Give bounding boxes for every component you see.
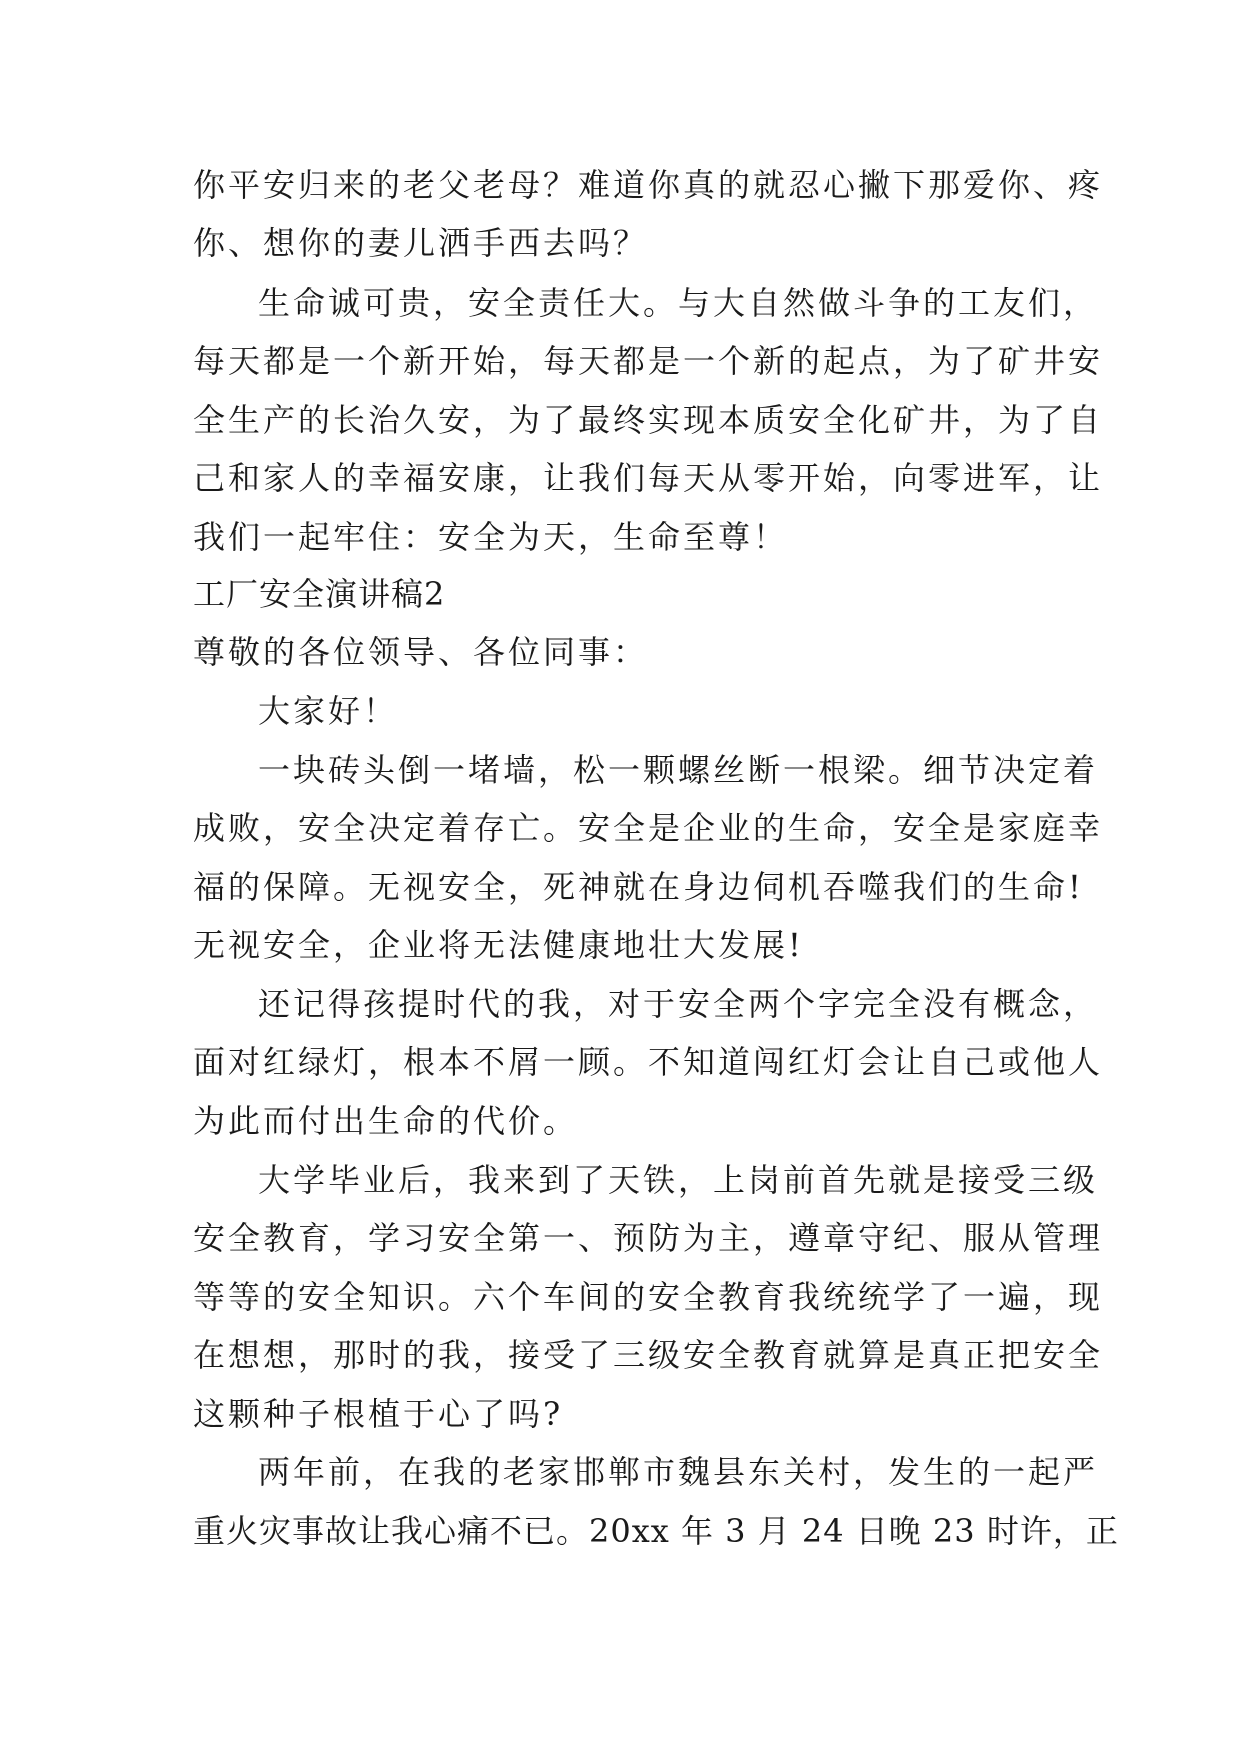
greeting: 大家好！ [258, 692, 399, 730]
text-line: 你平安归来的老父老母？难道你真的就忍心撇下那爱你、疼 [193, 166, 1104, 204]
text-line: 无视安全，企业将无法健康地壮大发展! [193, 926, 804, 964]
section-title: 工厂安全演讲稿2 [193, 575, 446, 613]
paragraph-start-line: 大学毕业后，我来到了天铁，上岗前首先就是接受三级 [258, 1161, 1099, 1199]
text-line: 等等的安全知识。六个车间的安全教育我统统学了一遍，现 [193, 1278, 1104, 1316]
paragraph-start-line: 生命诚可贵，安全责任大。与大自然做斗争的工友们， [258, 284, 1099, 322]
text-line: 成败，安全决定着存亡。安全是企业的生命，安全是家庭幸 [193, 809, 1104, 847]
text-line: 在想想，那时的我，接受了三级安全教育就算是真正把安全 [193, 1336, 1104, 1374]
text-line: 这颗种子根植于心了吗? [193, 1395, 564, 1433]
paragraph-start-line: 还记得孩提时代的我，对于安全两个字完全没有概念， [258, 985, 1099, 1023]
text-line: 你、想你的妻儿洒手西去吗？ [193, 224, 649, 262]
text-line: 我们一起牢住：安全为天，生命至尊！ [193, 518, 789, 556]
text-line: 全生产的长治久安，为了最终实现本质安全化矿井，为了自 [193, 401, 1104, 439]
text-line: 福的保障。无视安全，死神就在身边伺机吞噬我们的生命! [193, 868, 1084, 906]
text-line: 己和家人的幸福安康，让我们每天从零开始，向零进军，让 [193, 459, 1104, 497]
text-line: 每天都是一个新开始，每天都是一个新的起点，为了矿井安 [193, 342, 1104, 380]
paragraph-start-line: 一块砖头倒一堵墙，松一颗螺丝断一根梁。细节决定着 [258, 751, 1099, 789]
text-line: 安全教育，学习安全第一、预防为主，遵章守纪、服从管理 [193, 1219, 1104, 1257]
paragraph-start-line: 两年前，在我的老家邯郸市魏县东关村，发生的一起严 [258, 1453, 1099, 1491]
salutation: 尊敬的各位领导、各位同事： [193, 633, 649, 671]
text-line: 面对红绿灯，根本不屑一顾。不知道闯红灯会让自己或他人 [193, 1043, 1104, 1081]
text-line: 为此而付出生命的代价。 [193, 1102, 579, 1140]
text-line: 重火灾事故让我心痛不已。20xx 年 3 月 24 日晚 23 时许，正 [193, 1512, 1119, 1550]
